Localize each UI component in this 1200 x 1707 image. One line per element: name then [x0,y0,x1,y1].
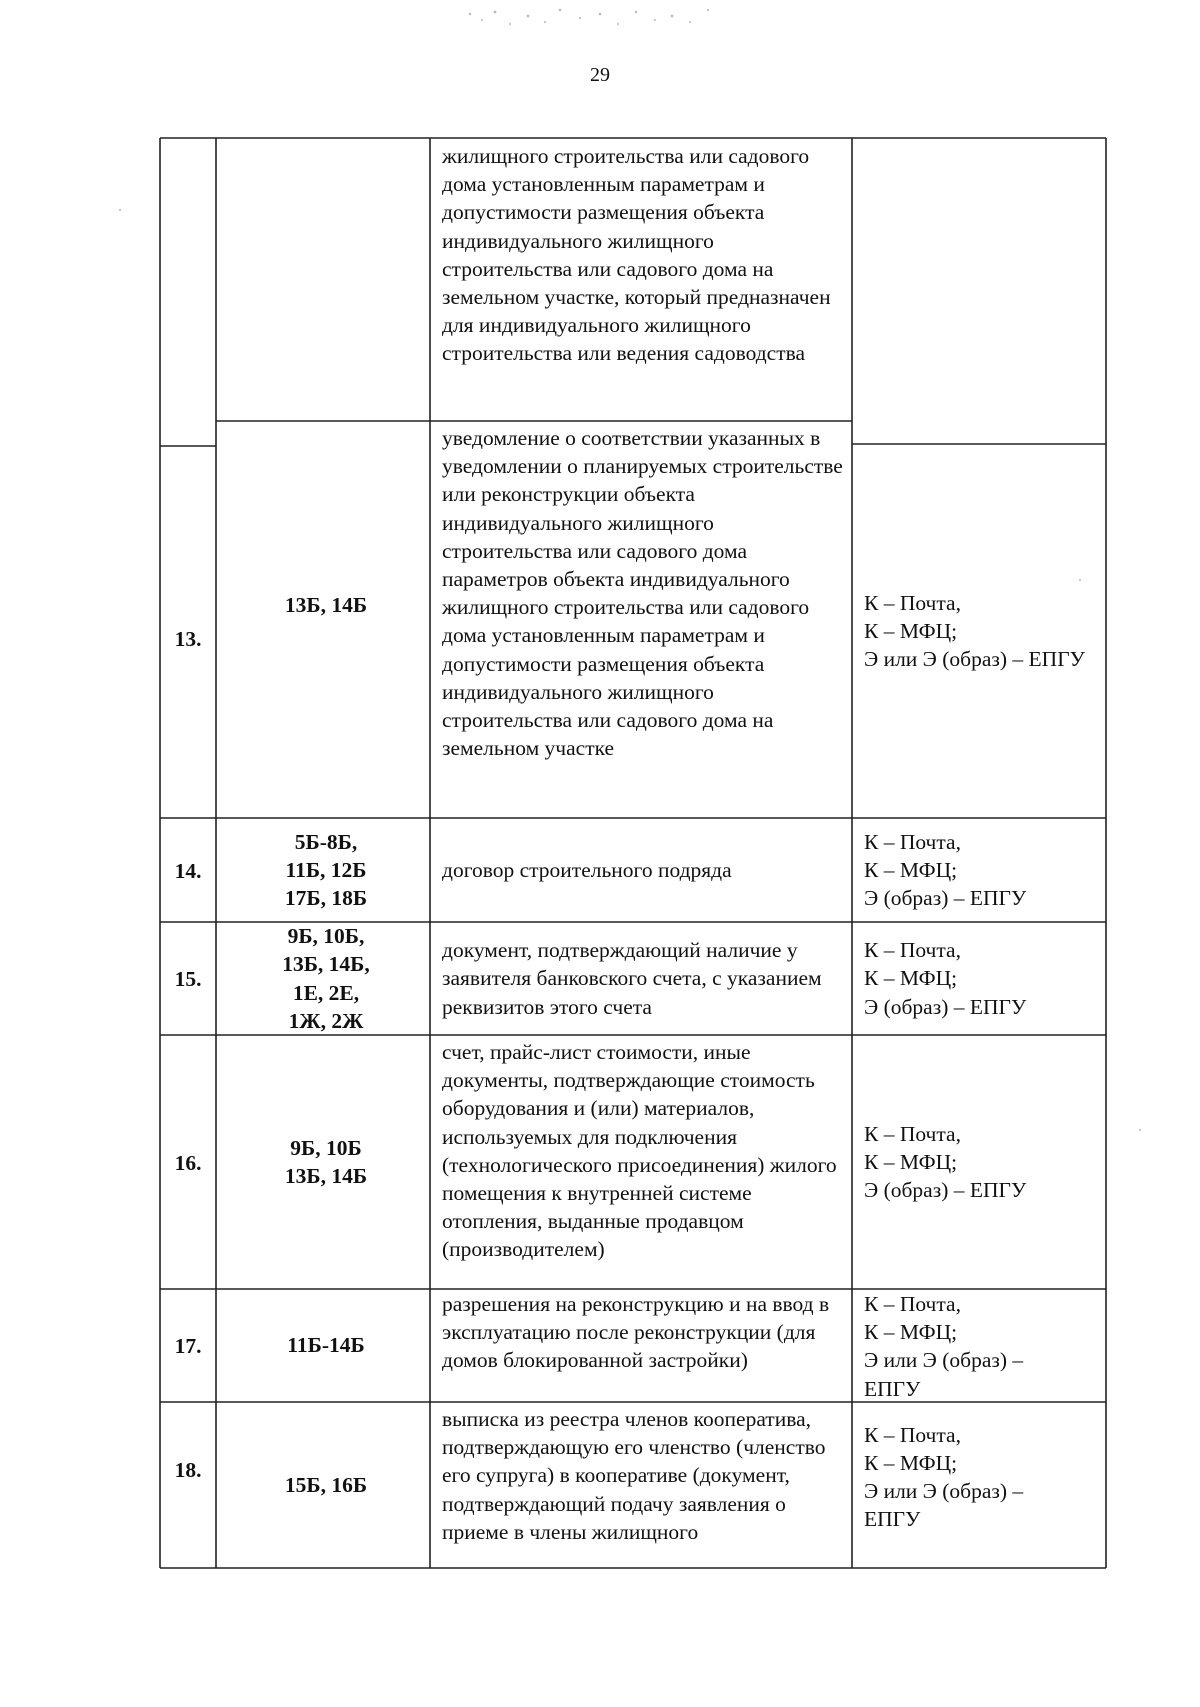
row-method [852,922,1106,1035]
method-line: К – Почта, [864,1292,961,1316]
method-line: К – Почта, [864,1121,961,1146]
row-method [852,1035,1106,1289]
row-codes [216,818,430,922]
row-number: 16. [174,1150,202,1175]
method-line: Э или Э (образ) – [864,1479,1024,1503]
row-number: 13. [174,626,202,651]
code-line: 9Б, 10Б, [287,924,365,949]
code-line: 13Б, 14Б, [282,952,370,977]
code-line: 17Б, 18Б [284,886,368,911]
row-method [852,818,1106,922]
code-line: 13Б, 14Б [284,592,368,617]
method-line: Э (образ) – ЕПГУ [864,1178,1027,1203]
row-codes [216,421,430,789]
code-line: 15Б, 16Б [284,1472,368,1497]
code-line: 13Б, 14Б [284,1164,368,1188]
method-line: К – Почта, [864,590,961,615]
method-line: Э (образ) – ЕПГУ [864,886,1027,911]
row-description: документ, подтверждающий наличие у заявителя банковского счета, с указанием реквизитов этого счета [442,938,822,1019]
code-line: 11Б, 12Б [285,857,367,882]
row-number [160,138,216,446]
row-method [852,444,1106,818]
method-line: К – Почта, [864,938,961,963]
row-method [852,1289,1106,1402]
row-method [852,1402,1106,1552]
method-line: ЕПГУ [864,1507,921,1532]
row-number: 15. [174,967,202,992]
method-line: К – МФЦ; [864,1320,958,1345]
method-line: К – МФЦ; [864,1149,958,1174]
method-line: К – Почта, [864,1422,961,1447]
row-number: 18. [174,1458,202,1483]
row-description: договор строительного подряда [442,857,732,882]
code-line: 9Б, 10Б [290,1135,362,1160]
method-line: ЕПГУ [864,1376,921,1401]
row-codes [216,1402,430,1568]
code-line: 11Б-14Б [287,1333,365,1358]
method-line: К – МФЦ; [864,857,958,882]
page-number: 29 [590,64,610,86]
method-line: К – МФЦ; [864,618,958,643]
method-line: К – МФЦ; [864,1450,958,1475]
row-codes [216,1289,430,1402]
method-line: Э (образ) – ЕПГУ [864,994,1027,1019]
code-line: 1Ж, 2Ж [288,1008,364,1033]
row-number: 14. [174,858,202,883]
row-description: жилищного строительства или садового дома установленным параметрам и допустимости размещения объекта индивидуального жилищного строительства или садового дома на земельном участке, который предназначен для индивидуального жилищного строительства или ведения садоводства [442,144,831,366]
row-description: счет, прайс-лист стоимости, иные документы, подтверждающие стоимость оборудования и (или) материалов, используемых для подключения (технологического присоединения) жилого помещения к внутренней системе отопления, выданные продавцом (производителем) [442,1040,837,1262]
code-line: 1Е, 2Е, [292,980,360,1005]
code-line: 5Б-8Б, [294,829,358,854]
method-line: Э или Э (образ) – [864,1348,1024,1373]
row-description: уведомление о соответствии указанных в уведомлении о планируемых строительстве или реконструкции объекта индивидуального жилищного строительства или садового дома параметров объекта индивидуального жилищного строительства или садового дома установленным параметрам и допустимости размещения объекта индивидуального жилищного строительства или садового дома на земельном участке [442,426,843,761]
row-number: 17. [174,1334,202,1359]
method-line: К – МФЦ; [864,966,958,991]
row-codes [216,922,430,1035]
method-line: К – Почта, [864,829,961,854]
method-line: Э или Э (образ) – ЕПГУ [864,647,1085,672]
row-codes [216,1035,430,1289]
row-description: выписка из реестра членов кооператива, подтверждающую его членство (членство его супруга) в кооперативе (документ, подтверждающий подачу заявления о приеме в члены жилищного [442,1407,826,1544]
row-description: разрешения на реконструкцию и на ввод в эксплуатацию после реконструкции (для домов блокированной застройки) [442,1292,830,1373]
